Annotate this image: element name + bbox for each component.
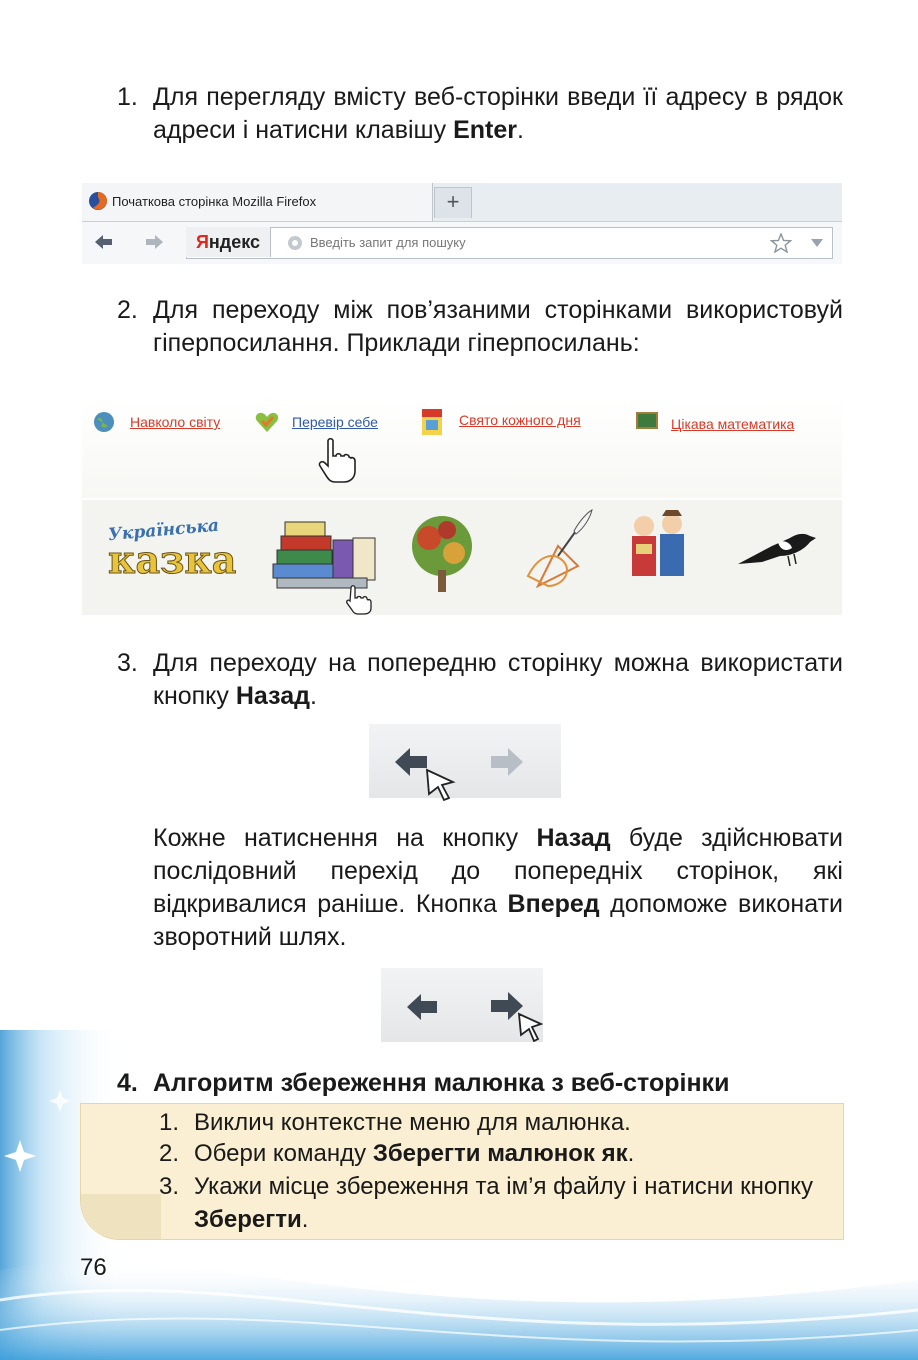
globe-icon xyxy=(92,410,116,434)
link-around-world[interactable]: Навколо світу xyxy=(130,414,221,430)
step-4-title: Алгоритм збереження малюнка з веб-сторінки xyxy=(153,1069,730,1097)
chalkboard-icon xyxy=(636,412,658,430)
browser-tab[interactable] xyxy=(82,183,433,221)
algo-item-2-number: 2. xyxy=(159,1140,180,1167)
page-number: 76 xyxy=(80,1254,107,1281)
dropdown-icon[interactable] xyxy=(810,238,824,248)
back-arrow-icon[interactable] xyxy=(393,746,429,778)
algo-item-1-number: 1. xyxy=(159,1109,180,1136)
star-icon[interactable] xyxy=(770,233,792,253)
search-engine-label[interactable]: Яндекс xyxy=(186,227,271,257)
address-placeholder: Введіть запит для пошуку xyxy=(310,235,466,250)
hand-cursor-icon xyxy=(316,438,356,484)
back-arrow-icon[interactable] xyxy=(94,233,114,251)
algorithm-box xyxy=(80,1103,844,1240)
link-every-day-holiday[interactable]: Свято кожного дня xyxy=(459,412,581,428)
mouse-pointer-icon xyxy=(517,1012,543,1042)
navigation-note: Кожне натиснення на кнопку Назад буде здійснювати послідовний перехід до попередніх сторінок, які відкривалися раніше. Кнопка Вперед допоможе виконати зворотний шлях. xyxy=(153,824,844,951)
forward-button-illustration xyxy=(381,968,543,1042)
magpie-illustration[interactable] xyxy=(732,516,822,576)
cossack-children-illustration[interactable] xyxy=(618,506,698,586)
mouse-pointer-icon xyxy=(425,768,457,802)
back-arrow-icon[interactable] xyxy=(405,992,439,1022)
browser-screenshot xyxy=(82,183,842,263)
ukrainian-tale-logo[interactable] xyxy=(107,515,237,600)
new-tab-button[interactable]: + xyxy=(434,187,472,218)
step-1-number: 1. xyxy=(117,83,138,111)
quill-illustration[interactable] xyxy=(518,506,598,591)
globe-icon xyxy=(287,235,303,251)
image-link-examples xyxy=(82,500,842,615)
address-bar[interactable] xyxy=(186,227,833,259)
tree-illustration[interactable] xyxy=(407,508,477,596)
algo-item-3-number: 3. xyxy=(159,1173,180,1200)
algo-item-1: Виклич контекстне меню для малюнка. xyxy=(194,1109,631,1136)
step-2-number: 2. xyxy=(117,296,138,324)
calendar-icon xyxy=(420,406,444,438)
books-illustration[interactable] xyxy=(267,510,387,615)
algo-item-3: Укажи місце збереження та ім’я файлу і натисни кнопку Зберегти. xyxy=(194,1173,813,1233)
back-button-illustration xyxy=(369,724,561,798)
link-interesting-math[interactable]: Цікава математика xyxy=(671,416,795,432)
step-2-text: Для переходу між пов’язаними сторінками використовуй гіперпосилання. Приклади гіперпосилань: xyxy=(153,296,843,357)
step-3-number: 3. xyxy=(117,649,138,677)
algo-item-2: Обери команду Зберегти малюнок як. xyxy=(194,1140,635,1167)
firefox-icon xyxy=(88,191,108,211)
hyperlink-examples xyxy=(82,398,842,498)
step-3-text: Для переходу на попередню сторінку можна використати кнопку Назад. xyxy=(153,649,843,710)
step-1-text: Для перегляду вмісту веб-сторінки введи її адресу в рядок адреси і натисни клавішу Enter. xyxy=(153,83,843,144)
logo-line-1: Українська xyxy=(107,515,220,546)
tab-title: Початкова сторінка Mozilla Firefox xyxy=(112,194,317,209)
logo-line-2: казка xyxy=(108,537,237,582)
forward-arrow-icon[interactable] xyxy=(489,746,525,778)
forward-arrow-icon[interactable] xyxy=(144,233,164,251)
step-4-number: 4. xyxy=(117,1069,138,1097)
heart-check-icon xyxy=(254,410,280,434)
link-test-yourself[interactable]: Перевір себе xyxy=(292,414,378,430)
